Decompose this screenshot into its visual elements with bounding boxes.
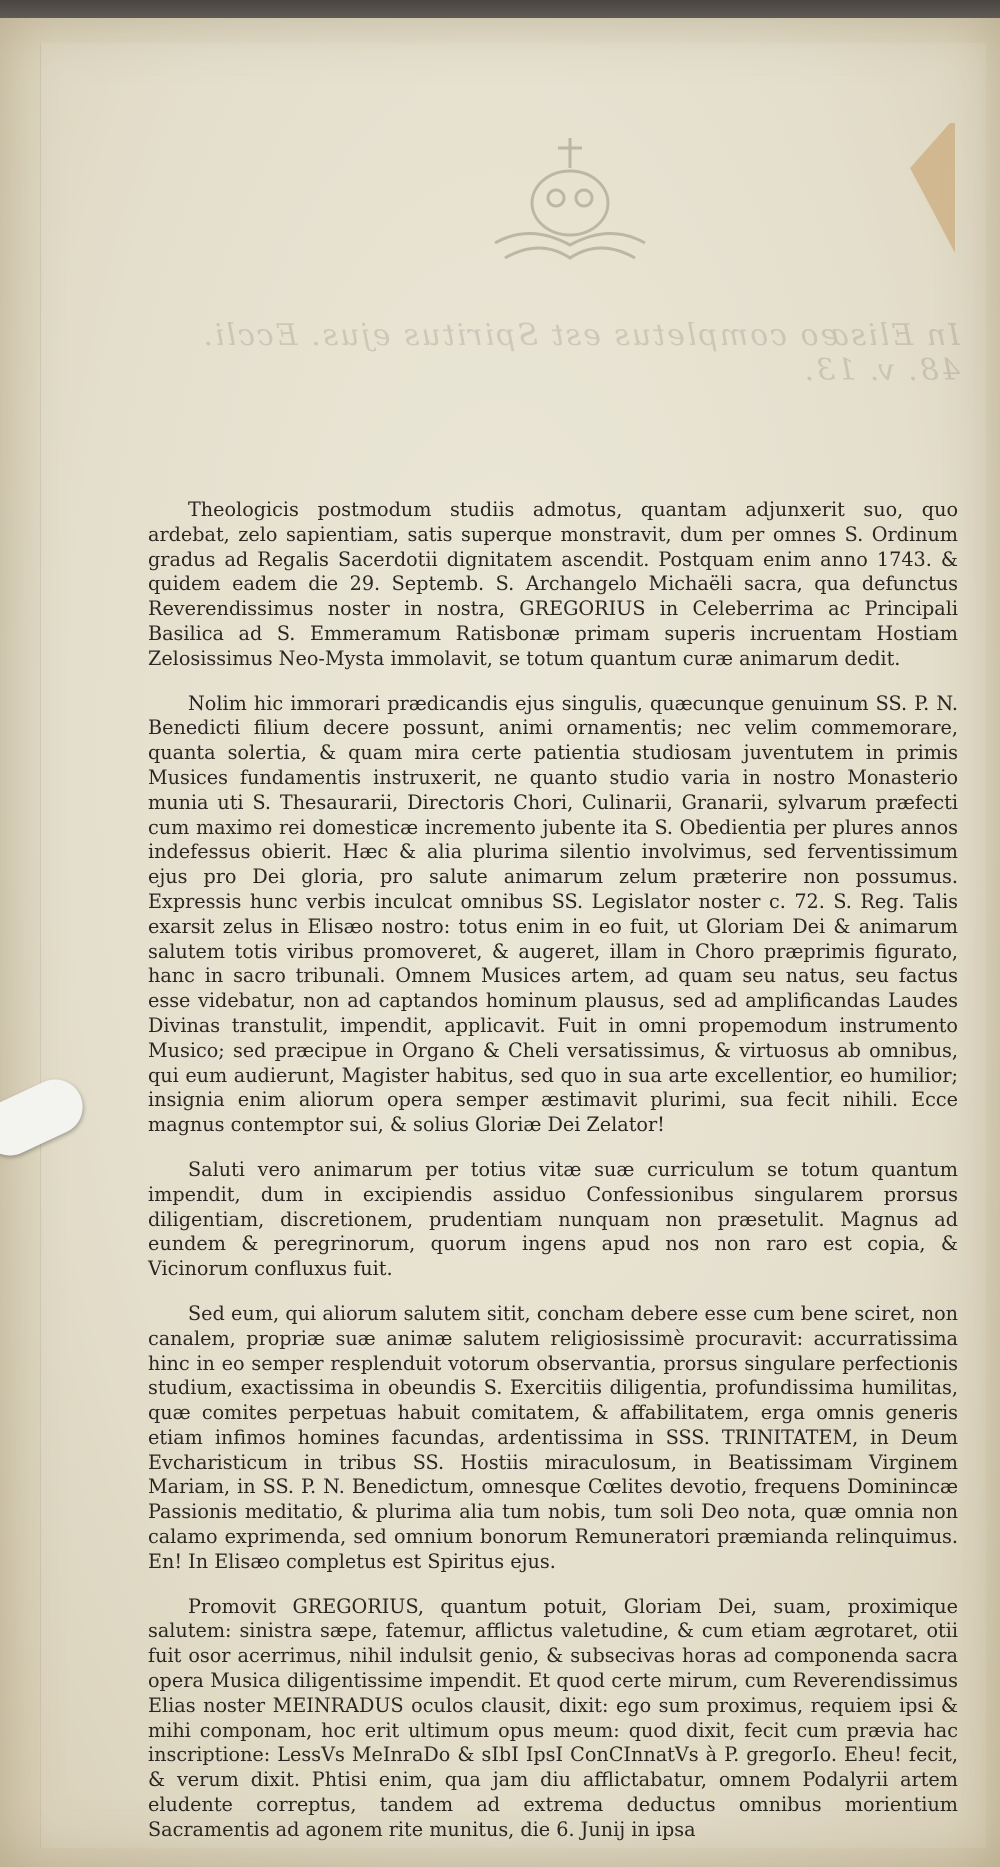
bleed-through-text: In Elisæo completus est Spiritus ejus. Eccli. 48. v. 13. — [201, 318, 960, 388]
document-body — [148, 498, 958, 1843]
paragraph-5: Promovit GREGORIUS, quantum potuit, Gloriam Dei, suam, proximique salutem: sinistra sæpe, fatemur, afflictus valetudine, & cum etiam ægrotaret, otii fuit osor acerrimus, nihil indulsit genio, & subsecivas horas ad componenda sacra opera Musica diligentissime impendit. Et quod certe mirum, cum Reverendissimus Elias noster MEINRADUS oculos clausit, dixit: ego sum proximus, requiem ipsi & mihi componam, hoc erit ultimum opus meum: quod dixit, fecit cum prævia hac inscriptione: LessVs MeInraDo & sIbI IpsI ConCInnatVs à P. gregorIo. Eheu! fecit, & verum dixit. Phtisi enim, qua jam diu afflictabatur, omnem Podalyrii artem eludente correptus, tandem ad extrema deductus omnibus morientium Sacramentis ad agonem rite munitus, die 6. Junij in ipsa — [148, 1594, 958, 1841]
cross-skull-vignette-icon — [480, 133, 660, 273]
paragraph-1: Theologicis postmodum studiis admotus, quantam adjunxerit suo, quo ardebat, zelo sapientiam, satis superque monstravit, dum per omnes S. Ordinum gradus ad Regalis Sacerdotii dignitatem ascendit. Postquam enim anno 1743. & quidem eadem die 29. Septemb. S. Archangelo Michaëli sacra, qua defunctus Reverendissimus noster in nostra, GREGORIUS in Celeberrima ac Principali Basilica ad S. Emmeramum Ratisbonæ primam superis incruentam Hostiam Zelosissimus Neo-Mysta immolavit, se totum quantum curæ animarum dedit. — [148, 498, 958, 670]
paragraph-3: Saluti vero animarum per totius vitæ suæ curriculum se totum quantum impendit, dum in excipiendis assiduo Confessionibus singularem prorsus diligentiam, discretionem, prudentiam nunquam non præsetulit. Magnus ad eundem & peregrinorum, quorum ingens apud nos non raro est copia, & Vicinorum confluxus fuit. — [148, 1157, 958, 1281]
paper-corner-fold — [905, 123, 955, 253]
paragraph-4: Sed eum, qui aliorum salutem sitit, concham debere esse cum bene sciret, non canalem, propriæ suæ animæ salutem religiosissimè procuravit: accurratissima hinc in eo semper resplenduit votorum observantia, prorsus singulare perfectionis studium, exactissima in obeundis S. Exercitiis diligentia, profundissima humilitas, quæ comites perpetuas habuit comitatem, & affabilitatem, erga omnis generis etiam infimos homines facundas, ardentissima in SSS. TRINITATEM, in Deum Evcharisticum in tribus SS. Hostiis miraculosum, in Beatissimam Virginem Mariam, in SS. P. N. Benedictum, omnesque Cœlites devotio, frequens Dominincæ Passionis meditatio, & plurima alia tum nobis, tum soli Deo nota, quæ omnia non calamo exprimenda, sed omnium bonorum Remuneratori præmianda relinquimus. En! In Elisæo completus est Spiritus ejus. — [148, 1301, 958, 1573]
paragraph-2: Nolim hic immorari prædicandis ejus singulis, quæcunque genuinum SS. P. N. Benedicti filium decere possunt, animi ornamentis; nec velim commemorare, quanta solertia, & quam mira certe patientia studiosam juventutem in primis Musices fundamentis instruxerit, ne quanto studio varia in nostro Monasterio munia uti S. Thesaurarii, Directoris Chori, Culinarii, Granarii, sylvarum præfecti cum maximo rei domesticæ incremento jubente ita S. Obedientia per plures annos indefessus obierit. Hæc & alia plurima silentio involvimus, sed ferventissimum ejus pro Dei gloria, pro salute animarum zelum præterire non possumus. Expressis hunc verbis inculcat omnibus SS. Legislator noster c. 72. S. Reg. Talis exarsit zelus in Elisæo nostro: totus enim in eo fuit, ut Gloriam Dei & animarum salutem totis viribus promoveret, & augeret, illam in Choro præprimis figurato, hanc in sacro tribunali. Omnem Musices artem, ad quam seu natus, seu factus esse videbatur, non ad captandos hominum plausus, sed ad amplificandas Laudes Divinas transtulit, impendit, applicavit. Fuit in omni propemodum instrumento Musico; sed præcipue in Organo & Cheli versatissimus, & virtuosus ab omnibus, qui eum audierunt, Magister habitus, sed quo in sua arte excellentior, eo humilior; insignia enim aliorum opera semper æstimavit plurimi, sua fecit nihili. Ecce magnus contemptor sui, & solius Gloriæ Dei Zelator! — [148, 691, 958, 1137]
document-page — [0, 18, 1000, 1867]
